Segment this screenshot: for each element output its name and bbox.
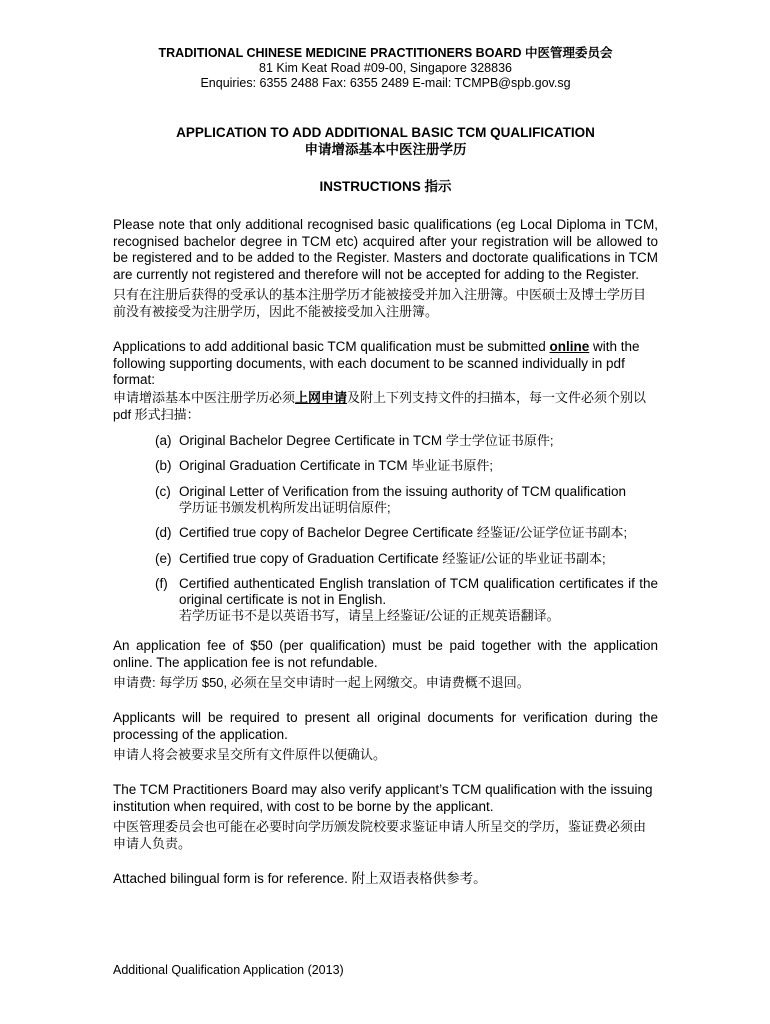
list-item <box>155 525 658 541</box>
submission-zh-b: 及附上下列支持文件的扫描本，每一文件必须个别以pdf 形式扫描： <box>113 389 647 422</box>
list-marker: (a) <box>155 432 172 448</box>
paragraph-submission-zh <box>113 389 658 423</box>
title-english: APPLICATION TO ADD ADDITIONAL BASIC TCM QUALIFICATION <box>176 125 595 140</box>
board-name: TRADITIONAL CHINESE MEDICINE PRACTITIONERS BOARD 中医管理委员会 <box>158 46 613 60</box>
list-item-zh: 经鉴证/公证学位证书副本; <box>476 525 628 540</box>
list-marker: (b) <box>155 458 172 473</box>
paragraph-originals-zh: 申请人将会被要求呈交所有文件原件以便确认。 <box>113 747 387 762</box>
list-marker: (d) <box>155 525 172 540</box>
page-footer: Additional Qualification Application (2013) <box>113 963 344 977</box>
list-item-en: Certified authenticated English translation of TCM qualification certificates if the original certificate is not in English. <box>179 576 658 607</box>
online-emphasis-zh: 上网申请 <box>295 389 348 405</box>
list-item-zh: 经鉴证/公证的毕业证书副本; <box>442 550 606 566</box>
paragraph-eligibility-en: Please note that only additional recognised basic qualifications (eg Local Diploma in TCM, recognised bachelor degree in TCM etc) acquired after your registration will be allowed to be registered and to be added to the Register. Masters and doctorate qualifications in TCM are currently not registered and therefore will not be accepted for adding to the Register. <box>113 217 658 282</box>
list-item-zh: 毕业证书原件; <box>411 458 493 473</box>
list-item <box>155 551 658 567</box>
list-item-en: Original Letter of Verification from the issuing authority of TCM qualification <box>179 483 626 499</box>
paragraph-attached-form: Attached bilingual form is for reference. 附上双语表格供参考。 <box>113 871 487 886</box>
submission-zh-a: 申请增添基本中医注册学历必须 <box>113 389 296 405</box>
list-marker: (c) <box>155 483 171 499</box>
title-chinese: 申请增添基本中医注册学历 <box>304 142 467 157</box>
list-item-en: Original Graduation Certificate in TCM <box>179 458 412 473</box>
paragraph-submission-en <box>113 339 658 389</box>
list-marker: (f) <box>155 576 168 591</box>
list-marker: (e) <box>155 550 172 566</box>
board-address: 81 Kim Keat Road #09-00, Singapore 328836 <box>259 61 512 75</box>
list-item-zh: 学士学位证书原件; <box>445 432 554 448</box>
list-item <box>155 484 658 516</box>
list-item-en: Certified true copy of Graduation Certificate <box>179 550 443 566</box>
supporting-documents-list <box>113 433 658 625</box>
document-page <box>113 46 658 888</box>
instructions-heading: INSTRUCTIONS 指示 <box>319 179 452 194</box>
list-item <box>155 458 658 474</box>
list-item-zh: 若学历证书不是以英语书写，请呈上经鉴证/公证的正规英语翻译。 <box>179 608 560 623</box>
paragraph-eligibility-zh: 只有在注册后获得的受承认的基本注册学历才能被接受并加入注册簿。中医硕士及博士学历目前没有被接受为注册学历，因此不能被接受加入注册簿。 <box>113 287 647 319</box>
submission-text-a: Applications to add additional basic TCM qualification must be submitted <box>113 339 550 354</box>
paragraph-verify-en: The TCM Practitioners Board may also verify applicant’s TCM qualification with the issuing institution when required, with cost to be borne by the applicant. <box>113 782 653 814</box>
document-title <box>113 124 658 158</box>
paragraph-fee-zh: 申请费: 每学历 $50, 必须在呈交申请时一起上网缴交。申请费概不退回。 <box>113 675 530 690</box>
list-item <box>155 576 658 624</box>
submission-text-b: with the following supporting documents, with each document to be scanned individually in pdf format: <box>113 339 640 387</box>
list-item-zh: 学历证书颁发机构所发出证明信原件; <box>179 499 391 515</box>
online-emphasis: online <box>549 339 590 354</box>
paragraph-verify-zh: 中医管理委员会也可能在必要时向学历颁发院校要求鉴证申请人所呈交的学历，鉴证费必须由申请人负责。 <box>113 819 647 851</box>
list-item-en: Certified true copy of Bachelor Degree Certificate <box>179 525 477 540</box>
list-item-en: Original Bachelor Degree Certificate in TCM <box>179 432 446 448</box>
letterhead <box>113 46 658 91</box>
list-item <box>155 433 658 449</box>
paragraph-originals-en: Applicants will be required to present all original documents for verification during the processing of the application. <box>113 710 658 742</box>
board-contact: Enquiries: 6355 2488 Fax: 6355 2489 E-mail: TCMPB@spb.gov.sg <box>200 76 571 90</box>
paragraph-fee-en: An application fee of $50 (per qualification) must be paid together with the application online. The application fee is not refundable. <box>113 638 658 670</box>
